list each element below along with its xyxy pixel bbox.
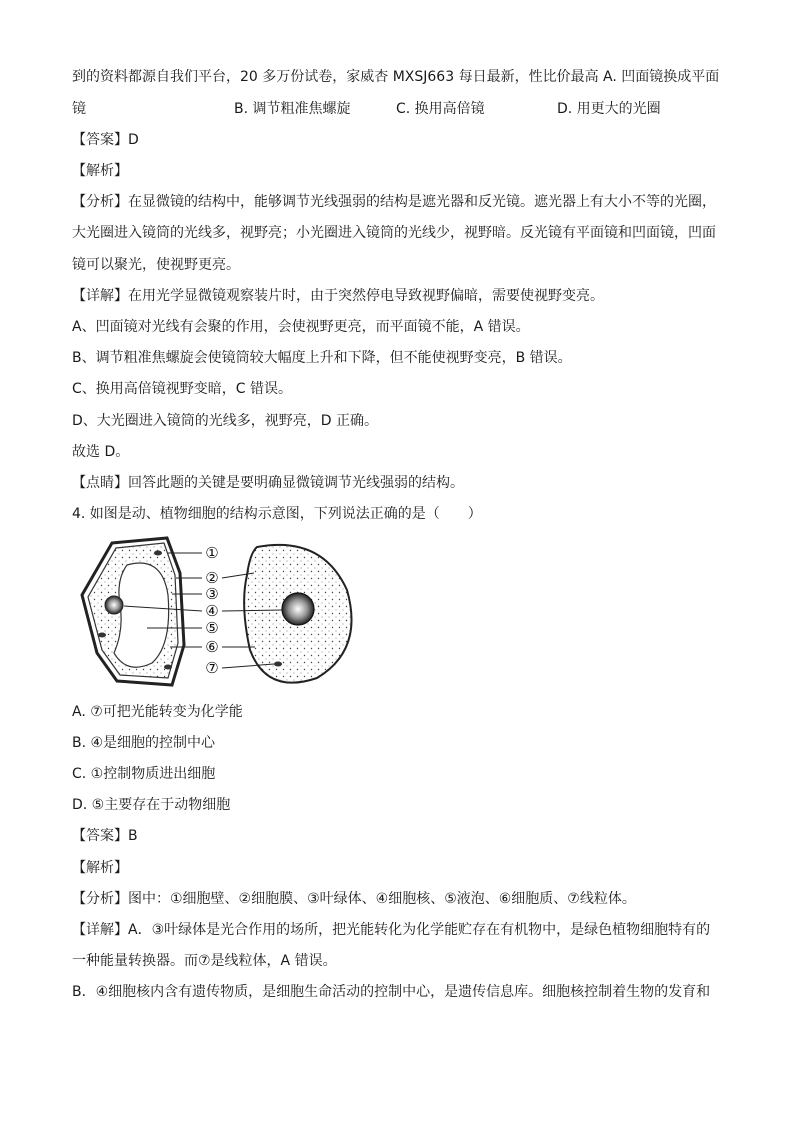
plant-cell [82, 538, 184, 685]
chloroplast-shape [98, 633, 106, 638]
label-7: ⑦ [205, 659, 219, 677]
text-line-23: 【详解】A．③叶绿体是光合作用的场所，把光能转化为化学能贮存在有机物中，是绿色植物细胞特有的 [72, 922, 711, 938]
label-2: ② [205, 569, 219, 587]
animal-nucleus-shape [282, 593, 314, 625]
text-line-24: 一种能量转换器。而⑦是线粒体，A 错误。 [72, 953, 337, 969]
text-line-11: C、换用高倍镜视野变暗，C 错误。 [72, 381, 293, 397]
label-4: ④ [205, 602, 219, 620]
text-line-10: B、调节粗准焦螺旋会使镜筒较大幅度上升和下降，但不能使视野变亮，B 错误。 [72, 350, 572, 366]
text-line-1: 到的资料都源自我们平台，20 多万份试卷，家威杏 MXSJ663 每日最新，性比价最高 A. 凹面镜换成平面 [72, 69, 720, 85]
option-d: D. ⑤主要存在于动物细胞 [72, 797, 231, 813]
answer-label-2: 【答案】B [72, 828, 138, 844]
option-b-prev: B. 调节粗准焦螺旋 [234, 101, 351, 117]
text-line-25: B．④细胞核内含有遗传物质，是细胞生命活动的控制中心，是遗传信息库。细胞核控制着生物的发育和 [72, 984, 711, 1000]
text-line-6: 大光圈进入镜筒的光线多，视野亮；小光圈进入镜筒的光线少，视野暗。反光镜有平面镜和凹面镜，凹面 [72, 225, 716, 241]
text-line-14: 【点睛】回答此题的关键是要明确显微镜调节光线强弱的结构。 [72, 475, 464, 491]
cell-diagram [72, 535, 372, 690]
text-line-8: 【详解】在用光学显微镜观察装片时，由于突然停电导致视野偏暗，需要使视野变亮。 [72, 288, 604, 304]
vacuole-shape [114, 563, 169, 667]
analysis-label-1: 【解析】 [72, 163, 128, 179]
chloroplast-shape [154, 551, 162, 556]
label-5: ⑤ [205, 619, 219, 637]
analysis-label-2: 【解析】 [72, 860, 128, 876]
option-c: C. ①控制物质进出细胞 [72, 766, 216, 782]
text-line-9: A、凹面镜对光线有会聚的作用，会使视野更亮，而平面镜不能，A 错误。 [72, 319, 530, 335]
text-line-12: D、大光圈进入镜筒的光线多，视野亮，D 正确。 [72, 413, 379, 429]
animal-cell [244, 545, 351, 683]
option-b: B. ④是细胞的控制中心 [72, 735, 216, 751]
option-d-prev: D. 用更大的光圈 [557, 101, 661, 117]
label-1: ① [205, 544, 219, 562]
text-line-22: 【分析】图中：①细胞壁、②细胞膜、③叶绿体、④细胞核、⑤液泡、⑥细胞质、⑦线粒体。 [72, 891, 636, 907]
text-line-2-a: 镜 [72, 101, 86, 117]
label-6: ⑥ [205, 638, 219, 656]
option-c-prev: C. 换用高倍镜 [396, 101, 485, 117]
text-line-13: 故选 D。 [72, 444, 130, 460]
answer-label-1: 【答案】D [72, 132, 139, 148]
text-line-5: 【分析】在显微镜的结构中，能够调节光线强弱的结构是遮光器和反光镜。遮光器上有大小不等的光圈， [72, 194, 716, 210]
option-a: A. ⑦可把光能转变为化学能 [72, 704, 243, 720]
question-4-stem: 4. 如图是动、植物细胞的结构示意图，下列说法正确的是（ ） [72, 506, 482, 522]
mitochondrion-shape [274, 662, 282, 667]
label-3: ③ [205, 585, 219, 603]
chloroplast-shape [164, 665, 172, 670]
text-line-7: 镜可以聚光，使视野更亮。 [72, 257, 240, 273]
plant-nucleus-shape [105, 596, 123, 614]
